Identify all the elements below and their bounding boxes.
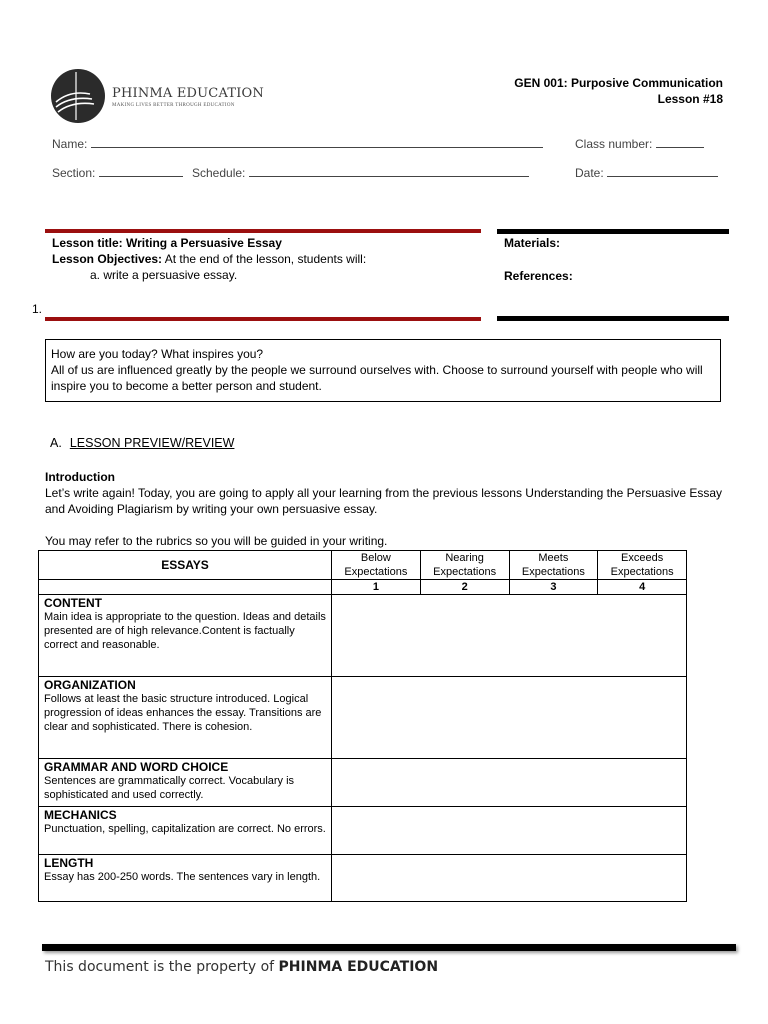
level-2-line1: Nearing: [445, 552, 484, 564]
section-field: [52, 165, 183, 180]
class-number-field: [575, 136, 704, 151]
phinma-logo: [50, 68, 264, 128]
introduction: [45, 469, 735, 549]
materials-label: Materials:: [504, 236, 561, 250]
references-label: References:: [504, 269, 573, 283]
introduction-paragraph: Let’s write again! Today, you are going to apply all your learning from the previous lessons Understanding the Persuasive Essay and Avoiding Plagiarism by writing your own persuasive essay.: [45, 486, 723, 516]
rubric-table: [38, 550, 687, 902]
level-2-line2: Expectations: [433, 566, 497, 578]
class-number-label: Class number:: [575, 137, 653, 151]
introduction-heading: Introduction: [45, 470, 115, 484]
level-header: [509, 551, 598, 580]
rating-cell[interactable]: [332, 677, 687, 759]
criterion-title: LENGTH: [44, 856, 94, 870]
class-number-line[interactable]: [656, 136, 704, 148]
name-label: Name:: [52, 137, 88, 151]
table-row: [39, 807, 687, 855]
materials-top-bar: [497, 229, 729, 234]
footer-rule: [42, 944, 736, 951]
criterion-desc: Sentences are grammatically correct. Vocabulary is sophisticated and used correctly.: [44, 775, 295, 801]
level-3-line1: Meets: [538, 552, 569, 564]
criterion-cell: [39, 759, 332, 807]
level-4-line1: Exceeds: [621, 552, 664, 564]
objective-a: a. write a persuasive essay.: [90, 268, 238, 282]
inspiration-box: [45, 339, 721, 402]
lesson-title: Writing a Persuasive Essay: [126, 236, 282, 250]
essays-header: ESSAYS: [39, 551, 332, 580]
criterion-cell: [39, 595, 332, 677]
level-1-line2: Expectations: [344, 566, 408, 578]
lesson-number: Lesson #18: [657, 92, 723, 106]
name-field: [52, 136, 543, 151]
criterion-title: GRAMMAR AND WORD CHOICE: [44, 760, 229, 774]
score-row: [39, 580, 687, 595]
footer-text: [45, 959, 438, 975]
criterion-cell: [39, 677, 332, 759]
level-header: [332, 551, 421, 580]
score-1: 1: [332, 580, 421, 595]
schedule-label: Schedule:: [192, 166, 246, 180]
brand-tagline: MAKING LIVES BETTER THROUGH EDUCATION: [112, 103, 235, 108]
list-number: 1.: [32, 302, 43, 316]
date-line[interactable]: [607, 165, 718, 177]
table-row: [39, 759, 687, 807]
schedule-line[interactable]: [249, 165, 529, 177]
lesson-objectives-label: Lesson Objectives:: [52, 252, 163, 266]
level-1-line1: Below: [360, 552, 391, 564]
footer-prefix: This document is the property of: [45, 959, 275, 975]
rubric-note: You may refer to the rubrics so you will be guided in your writing.: [45, 534, 388, 548]
materials-bottom-bar: [497, 316, 729, 321]
section-title: LESSON PREVIEW/REVIEW: [69, 436, 235, 450]
criterion-title: ORGANIZATION: [44, 678, 136, 692]
section-heading: [50, 436, 234, 450]
score-4: 4: [598, 580, 687, 595]
level-header: [598, 551, 687, 580]
inspiration-question: How are you today? What inspires you?: [51, 347, 264, 361]
level-header: [420, 551, 509, 580]
lesson-bottom-bar: [45, 317, 481, 321]
schedule-field: [192, 165, 529, 180]
lesson-info: [52, 235, 482, 283]
score-3: 3: [509, 580, 598, 595]
lesson-title-label: Lesson title:: [52, 236, 123, 250]
criterion-cell: [39, 855, 332, 902]
course-header: [514, 75, 723, 107]
logo-emblem-icon: [50, 68, 106, 124]
section-letter: A.: [50, 436, 62, 450]
date-field: [575, 165, 718, 180]
brand-name: PHINMA EDUCATION: [112, 86, 264, 101]
score-2: 2: [420, 580, 509, 595]
rating-cell[interactable]: [332, 595, 687, 677]
level-3-line2: Expectations: [521, 566, 585, 578]
rubric-header-row: [39, 551, 687, 580]
criterion-desc: Follows at least the basic structure introduced. Logical progression of ideas enhances the essay. Transitions are clear and sophisticated. There is cohesion.: [44, 693, 322, 733]
criterion-cell: [39, 807, 332, 855]
table-row: [39, 595, 687, 677]
rating-cell[interactable]: [332, 807, 687, 855]
section-label: Section:: [52, 166, 96, 180]
inspiration-text: All of us are influenced greatly by the people we surround ourselves with. Choose to surround yourself with people who will inspire you to become a better person and student.: [51, 363, 703, 393]
table-row: [39, 855, 687, 902]
lesson-objectives-intro: At the end of the lesson, students will:: [164, 252, 367, 266]
score-blank-cell: [39, 580, 332, 595]
lesson-objectives-line: [52, 251, 482, 267]
course-title: GEN 001: Purposive Communication: [514, 76, 723, 90]
criterion-desc: Main idea is appropriate to the question. Ideas and details presented are of high relevance.Content is factually correct and reasonable.: [44, 611, 326, 651]
lesson-title-line: [52, 235, 482, 251]
criterion-desc: Punctuation, spelling, capitalization are correct. No errors.: [44, 823, 326, 835]
rating-cell[interactable]: [332, 855, 687, 902]
criterion-title: CONTENT: [44, 596, 102, 610]
footer-owner: PHINMA EDUCATION: [278, 959, 439, 975]
section-line[interactable]: [99, 165, 183, 177]
criterion-desc: Essay has 200-250 words. The sentences vary in length.: [44, 871, 321, 883]
name-line[interactable]: [91, 136, 543, 148]
rating-cell[interactable]: [332, 759, 687, 807]
lesson-top-bar: [45, 229, 481, 233]
criterion-title: MECHANICS: [44, 808, 117, 822]
level-4-line2: Expectations: [610, 566, 674, 578]
date-label: Date:: [575, 166, 604, 180]
table-row: [39, 677, 687, 759]
